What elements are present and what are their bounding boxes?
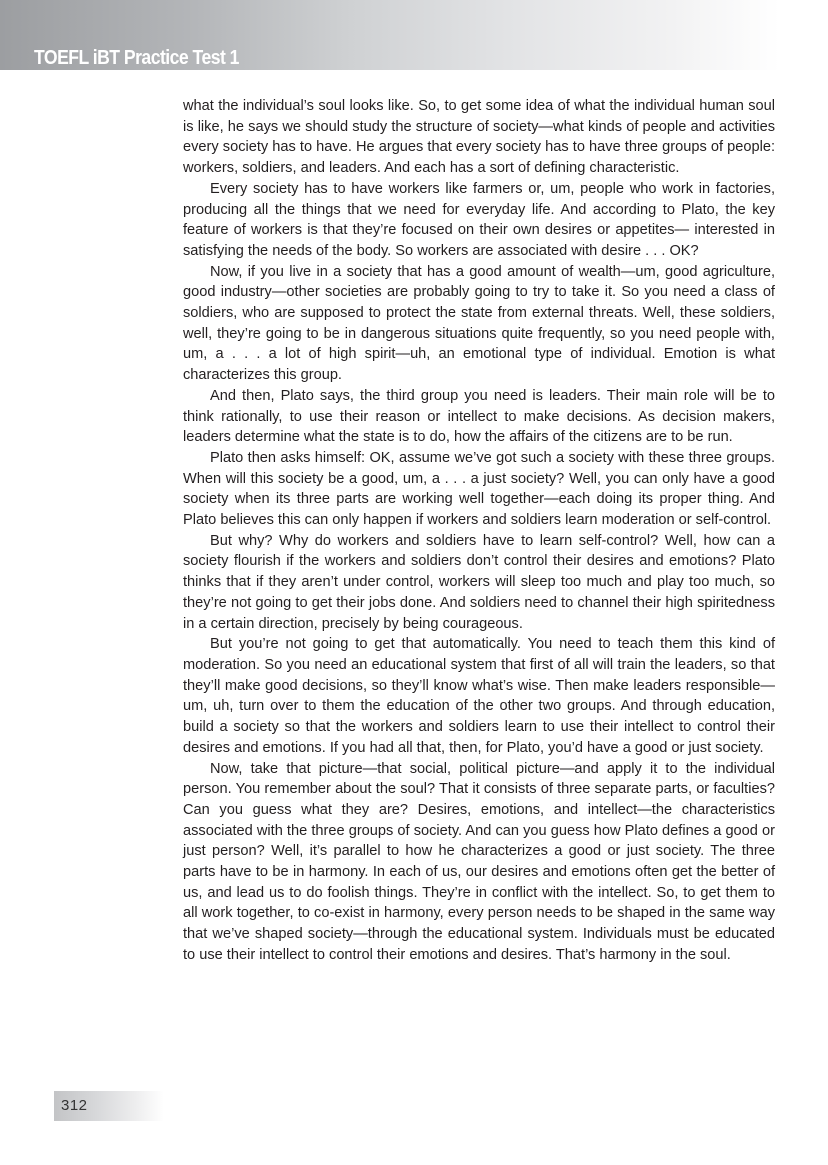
paragraph-education: But you’re not going to get that automatically. You need to teach them this kind of moderation. So you need an educational system that first of all will train the leaders, so that they’ll make good decisions, so they’ll know what’s wise. Then make leaders responsible—um, uh, turn over to them the education of the other two groups. And through education, build a society so that the workers and soldiers learn to use their intellect to control their desires and emotions. If you had all that, then, for Plato, you’d have a good or just society. — [183, 636, 775, 756]
paragraph-self-control: But why? Why do workers and soldiers have to learn self-control? Well, how can a society flourish if the workers and soldiers don’t control their desires and emotions? Plato thinks that if they aren’t under control, workers will sleep too much and play too much, so they’re not going to get their jobs done. And soldiers need to channel their high spiritedness in a certain direction, precisely by being courageous. — [183, 532, 775, 632]
page-number: 312 — [61, 1097, 88, 1114]
paragraph-continuation: what the individual’s soul looks like. So, to get some idea of what the individual human soul is like, he says we should study the structure of society—what kinds of people and activities every society has to have. He argues that every society has to have three groups of people: workers, soldiers, and leaders. And each has a sort of defining characteristic. — [183, 98, 775, 177]
paragraph-soldiers: Now, if you live in a society that has a good amount of wealth—um, good agriculture, good industry—other societies are probably going to try to take it. So you need a class of soldiers, who are supposed to protect the state from external threats. Well, these soldiers, well, they’re going to be in dangerous situations quite frequently, so you need people with, um, a . . . a lot of high spirit—uh, an emotional type of individual. Emotion is what characterizes this group. — [183, 263, 775, 384]
lecture-transcript — [183, 96, 775, 966]
paragraph-just-society: Plato then asks himself: OK, assume we’ve got such a society with these three groups. When will this society be a good, um, a . . . a just society? Well, you can only have a good society when its three parts are working well together—each doing its proper thing. And Plato believes this can only happen if workers and soldiers learn moderation or self-control. — [183, 449, 775, 529]
paragraph-leaders: And then, Plato says, the third group you need is leaders. Their main role will be to think rationally, to use their reason or intellect to make decisions. As decision makers, leaders determine what the state is to do, how the affairs of the citizens are to be run. — [183, 387, 775, 446]
running-header-title: TOEFL iBT Practice Test 1 — [34, 47, 239, 69]
paragraph-harmony-soul: Now, take that picture—that social, political picture—and apply it to the individual person. You remember about the soul? That it consists of three separate parts, or faculties? Can you guess what they are? Desires, emotions, and intellect—the characteristics associated with the three groups of society. And can you guess how Plato defines a good or just person? Well, it’s parallel to how he characterizes a good or just society. The three parts have to be in harmony. In each of us, our desires and emotions often get the better of us, and lead us to do foolish things. They’re in conflict with the intellect. So, to get them to all work together, to co-exist in harmony, every person needs to be shaped in the same way that we’ve shaped society—through the educational system. Individuals must be educated to use their intellect to control their emotions and desires. That’s harmony in the soul. — [183, 760, 775, 963]
paragraph-workers: Every society has to have workers like farmers or, um, people who work in factories, producing all the things that we need for everyday life. And according to Plato, the key feature of workers is that they’re focused on their own desires or appetites— interested in satisfying the needs of the body. So workers are associated with desire . . . OK? — [183, 180, 775, 259]
